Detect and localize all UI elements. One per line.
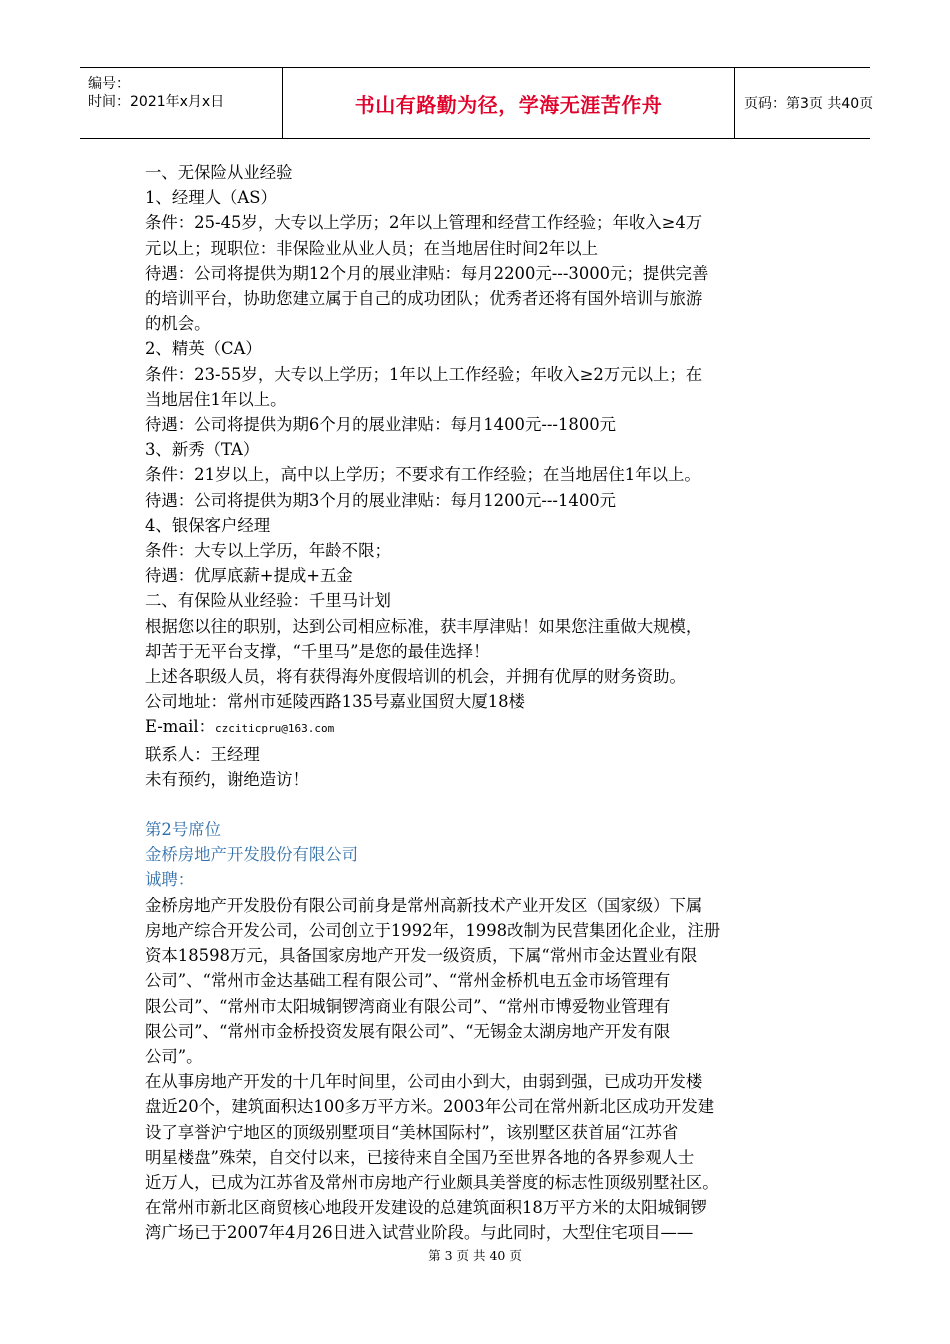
paragraph-line: 金桥房地产开发股份有限公司前身是常州高新技术产业开发区（国家级）下属 bbox=[145, 895, 703, 915]
body-line: 的机会。 bbox=[145, 314, 211, 334]
email-line bbox=[145, 714, 805, 741]
company-heading: 金桥房地产开发股份有限公司 bbox=[145, 845, 359, 865]
header-page-cell bbox=[735, 68, 879, 138]
body-line: 条件：23-55岁，大专以上学历；1年以上工作经验；年收入≥2万元以上；在 bbox=[145, 364, 703, 384]
contact-line: 联系人：王经理 bbox=[145, 744, 260, 764]
document-body bbox=[145, 160, 805, 1246]
paragraph-line: 设了享誉沪宁地区的顶级别墅项目“美林国际村”，该别墅区获首届“江苏省 bbox=[145, 1122, 679, 1142]
header-motto-cell bbox=[283, 68, 735, 138]
body-line: 2、精英（CA） bbox=[145, 339, 262, 359]
paragraph-line: 明星楼盘”殊荣，自交付以来，已接待来自全国乃至世界各地的各界参观人士 bbox=[145, 1147, 695, 1167]
body-line: 4、银保客户经理 bbox=[145, 515, 271, 535]
body-line: 条件：21岁以上，高中以上学历；不要求有工作经验；在当地居住1年以上。 bbox=[145, 465, 701, 485]
notice-line: 未有预约，谢绝造访！ bbox=[145, 769, 309, 789]
body-line: 公司地址：常州市延陵西路135号嘉业国贸大厦18楼 bbox=[145, 692, 525, 712]
recruit-heading: 诚聘： bbox=[145, 870, 195, 890]
header-meta-cell bbox=[80, 68, 283, 138]
body-line: 元以上；现职位：非保险业从业人员；在当地居住时间2年以上 bbox=[145, 238, 598, 258]
seat-heading: 第2号席位 bbox=[145, 820, 221, 840]
paragraph-line: 房地产综合开发公司，公司创立于1992年，1998改制为民营集团化企业，注册 bbox=[145, 920, 721, 940]
body-line: 1、经理人（AS） bbox=[145, 188, 277, 208]
paragraph-line: 资本18598万元，具备国家房地产开发一级资质，下属“常州市金达置业有限 bbox=[145, 946, 698, 966]
body-line: 待遇：公司将提供为期6个月的展业津贴：每月1400元---1800元 bbox=[145, 415, 617, 435]
body-line: 待遇：公司将提供为期12个月的展业津贴：每月2200元---3000元；提供完善 bbox=[145, 263, 709, 283]
page-info: 页码：第3页 共40页 bbox=[744, 96, 874, 112]
time-label: 时间：2021年x月x日 bbox=[88, 94, 225, 110]
paragraph-line: 近万人，已成为江苏省及常州市房地产行业颇具美誉度的标志性顶级别墅社区。 bbox=[145, 1172, 719, 1192]
email-label: E-mail： bbox=[145, 717, 215, 737]
paragraph-line: 盘近20个，建筑面积达100多万平方米。2003年公司在常州新北区成功开发建 bbox=[145, 1097, 715, 1117]
paragraph-line: 公司”、“常州市金达基础工程有限公司”、“常州金桥机电五金市场管理有 bbox=[145, 971, 671, 991]
body-line: 条件：大专以上学历，年龄不限； bbox=[145, 541, 391, 561]
motto-text: 书山有路勤为径，学海无涯苦作舟 bbox=[354, 92, 663, 117]
section-gap bbox=[145, 792, 805, 817]
paragraph-line: 限公司”、“常州市太阳城铜锣湾商业有限公司”、“常州市博爱物业管理有 bbox=[145, 996, 671, 1016]
body-line: 条件：25-45岁，大专以上学历；2年以上管理和经营工作经验；年收入≥4万 bbox=[145, 213, 703, 233]
paragraph-line: 公司”。 bbox=[145, 1046, 203, 1066]
body-line: 却苦于无平台支撑，“千里马”是您的最佳选择！ bbox=[145, 641, 490, 661]
page-header bbox=[80, 67, 874, 139]
body-line: 3、新秀（TA） bbox=[145, 440, 260, 460]
paragraph-line: 在常州市新北区商贸核心地段开发建设的总建筑面积18万平方米的太阳城铜锣 bbox=[145, 1198, 707, 1218]
paragraph-line: 限公司”、“常州市金桥投资发展有限公司”、“无锡金太湖房地产开发有限 bbox=[145, 1021, 671, 1041]
page-footer: 第 3 页 共 40 页 bbox=[428, 1248, 522, 1263]
email-address: czciticpru@163.com bbox=[215, 722, 335, 736]
body-line: 二、有保险从业经验：千里马计划 bbox=[145, 591, 391, 611]
body-line: 上述各职级人员，将有获得海外度假培训的机会，并拥有优厚的财务资助。 bbox=[145, 667, 686, 687]
body-line: 当地居住1年以上。 bbox=[145, 389, 287, 409]
number-label: 编号： bbox=[88, 76, 130, 92]
paragraph-line: 湾广场已于2007年4月26日进入试营业阶段。与此同时，大型住宅项目—— bbox=[145, 1223, 694, 1243]
body-line: 的培训平台，协助您建立属于自己的成功团队；优秀者还将有国外培训与旅游 bbox=[145, 289, 703, 309]
paragraph-line: 在从事房地产开发的十几年时间里，公司由小到大，由弱到强，已成功开发楼 bbox=[145, 1072, 703, 1092]
body-line: 待遇：公司将提供为期3个月的展业津贴：每月1200元---1400元 bbox=[145, 490, 617, 510]
body-line: 一、无保险从业经验 bbox=[145, 163, 293, 182]
body-line: 待遇：优厚底薪+提成+五金 bbox=[145, 566, 353, 586]
body-line: 根据您以往的职别，达到公司相应标准，获丰厚津贴！如果您注重做大规模， bbox=[145, 616, 703, 636]
